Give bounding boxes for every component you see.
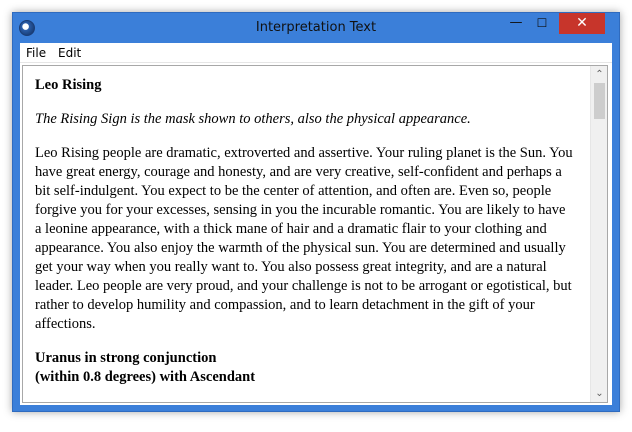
window-title: Interpretation Text — [255, 20, 377, 35]
close-button[interactable]: ✕ — [559, 13, 605, 34]
next-section-heading — [35, 349, 575, 387]
minimize-button[interactable]: — — [509, 15, 523, 30]
scroll-thumb[interactable] — [594, 83, 605, 119]
scroll-down-icon[interactable]: ⌄ — [595, 388, 604, 399]
menu-edit[interactable]: Edit — [58, 46, 82, 60]
menu-file[interactable]: File — [26, 46, 47, 60]
app-window — [12, 12, 620, 412]
vertical-scrollbar[interactable] — [590, 66, 607, 402]
title-bar[interactable] — [13, 13, 619, 43]
maximize-button[interactable]: ☐ — [536, 16, 548, 30]
interpretation-text-area[interactable] — [22, 65, 608, 403]
section-subtitle: The Rising Sign is the mask shown to others, also the physical appearance. — [35, 111, 471, 127]
window-client-area — [20, 43, 612, 405]
section-heading: Leo Rising — [35, 77, 102, 93]
scroll-up-icon[interactable]: ⌃ — [595, 69, 604, 80]
next-heading-line-2: (within 0.8 degrees) with Ascendant — [35, 369, 256, 385]
document-content — [35, 76, 575, 387]
menu-bar — [20, 43, 612, 63]
section-paragraph: Leo Rising people are dramatic, extroverted and assertive. Your ruling planet is the Sun. You have great energy, courage and honesty, and are very creative, self-confident and perhaps a bit self-indulgent. You expect to be the center of attention, and often are. Even so, people forgive you for your excesses, sensing in you the incurable romantic. You are likely to have a leonine appearance, with a thick mane of hair and a dramatic flair to your clothing and appearance. You also enjoy the warmth of the physical sun. You are determined and usually get your way when you really want to. You also possess great integrity, and are a natural leader. Leo people are very proud, and your challenge is not to be arrogant or egotistical, but rather to develop humility and compassion, and to learn detachment in the gift of your affections. — [35, 145, 573, 332]
next-heading-line-1: Uranus in strong conjunction — [35, 350, 217, 366]
